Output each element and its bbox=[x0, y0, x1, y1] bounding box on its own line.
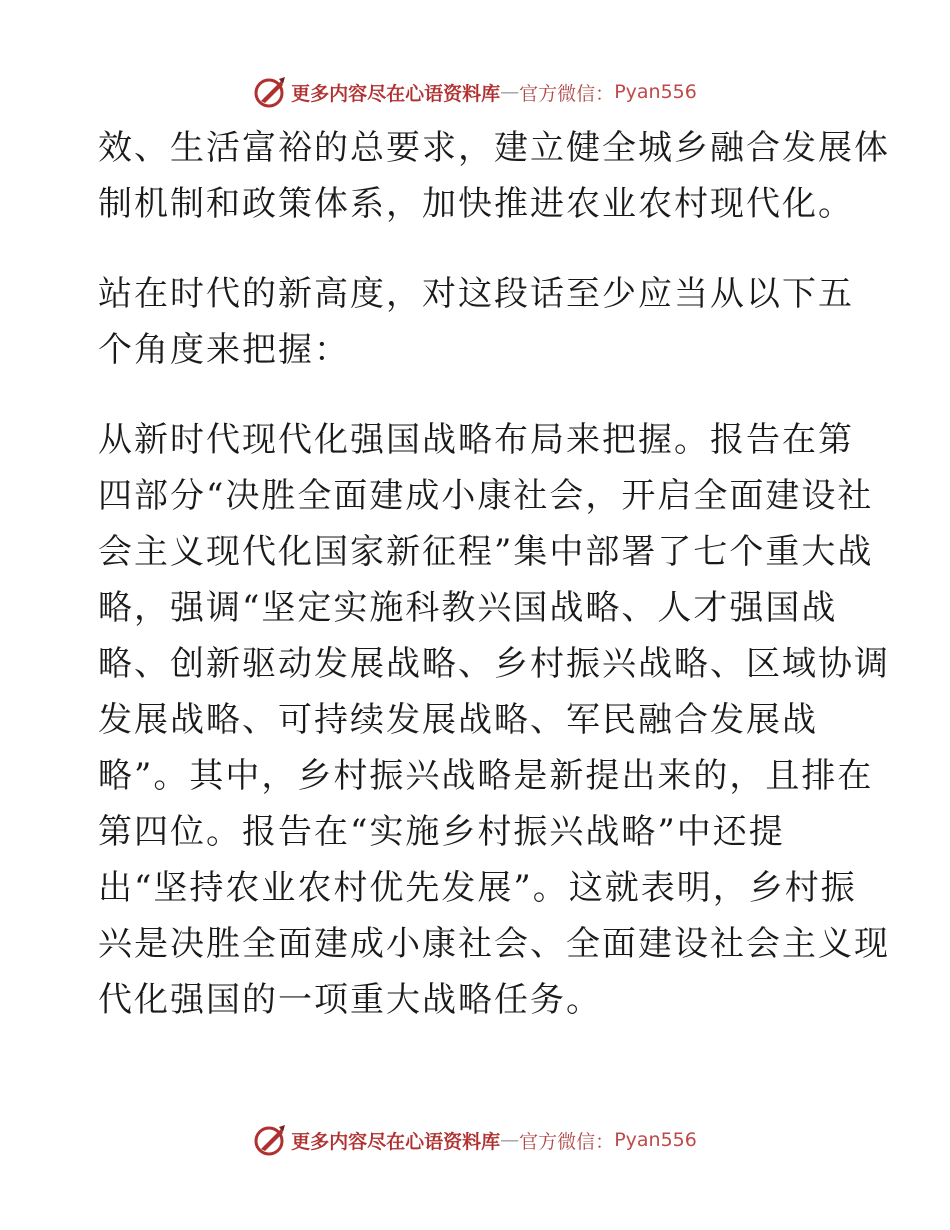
text-line: 略”。其中，乡村振兴战略是新提出来的，且排在 bbox=[98, 756, 874, 796]
text-line: 第四位。报告在“实施乡村振兴战略”中还提 bbox=[98, 812, 785, 852]
text-line: 四部分“决胜全面建成小康社会，开启全面建设社 bbox=[98, 476, 874, 516]
footer-watermark bbox=[0, 1120, 950, 1160]
watermark-brand: 更多内容尽在心语资料库 bbox=[291, 82, 501, 105]
watermark-wechat-id: Pyan556 bbox=[614, 81, 697, 103]
paragraph-3 bbox=[98, 412, 890, 1028]
text-line: 会主义现代化国家新征程”集中部署了七个重大战 bbox=[98, 532, 874, 572]
paragraph-2 bbox=[98, 266, 858, 378]
document-body bbox=[98, 120, 890, 1028]
text-line: 发展战略、可持续发展战略、军民融合发展战 bbox=[98, 700, 818, 740]
watermark-separator: — bbox=[500, 81, 520, 103]
quill-logo-icon bbox=[253, 75, 287, 109]
watermark-wechat-id: Pyan556 bbox=[614, 1129, 697, 1151]
text-line: 出“坚持农业农村优先发展”。这就表明，乡村振 bbox=[98, 868, 857, 908]
text-line: 代化强国的一项重大战略任务。 bbox=[98, 980, 602, 1020]
watermark-contact-label: 官方微信： bbox=[519, 1130, 615, 1153]
watermark-contact-label: 官方微信： bbox=[519, 82, 615, 105]
watermark-brand: 更多内容尽在心语资料库 bbox=[291, 1130, 501, 1153]
header-watermark bbox=[0, 72, 950, 112]
text-line: 站在时代的新高度，对这段话至少应当从以下五 bbox=[98, 274, 854, 314]
text-line: 兴是决胜全面建成小康社会、全面建设社会主义现 bbox=[98, 924, 890, 964]
quill-logo-icon bbox=[253, 1123, 287, 1157]
text-line: 个角度来把握： bbox=[98, 330, 350, 370]
paragraph-1 bbox=[98, 120, 890, 232]
text-line: 效、生活富裕的总要求，建立健全城乡融合发展体 bbox=[98, 128, 890, 168]
text-line: 从新时代现代化强国战略布局来把握。报告在第 bbox=[98, 420, 854, 460]
watermark-separator: — bbox=[500, 1129, 520, 1151]
text-line: 略，强调“坚定实施科教兴国战略、人才强国战 bbox=[98, 588, 838, 628]
text-line: 制机制和政策体系，加快推进农业农村现代化。 bbox=[98, 184, 854, 224]
text-line: 略、创新驱动发展战略、乡村振兴战略、区域协调 bbox=[98, 644, 890, 684]
